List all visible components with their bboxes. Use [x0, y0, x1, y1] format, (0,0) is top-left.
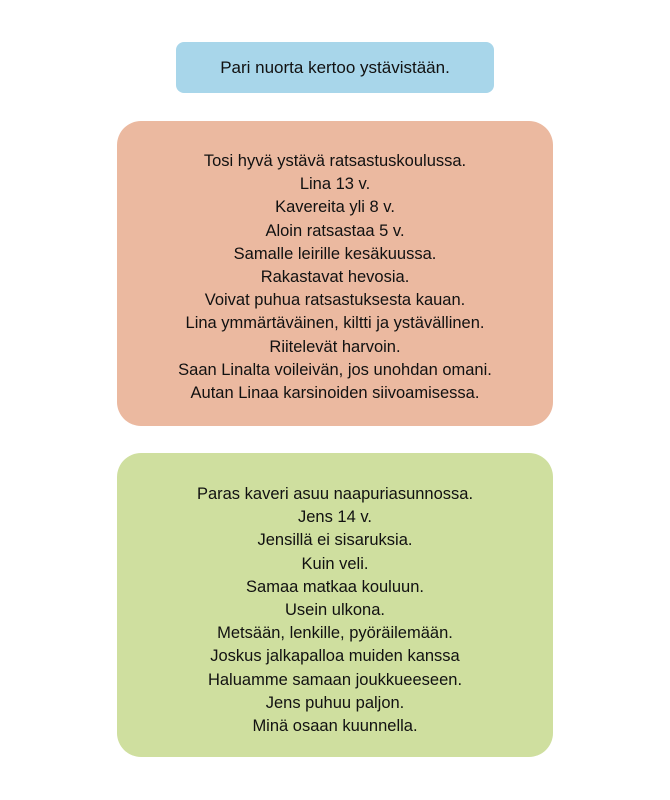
card-line: Aloin ratsastaa 5 v. — [265, 221, 405, 240]
friend-card-jens — [117, 453, 553, 757]
card-line: Usein ulkona. — [285, 601, 385, 620]
card-line: Jens puhuu paljon. — [265, 693, 405, 712]
card-line: Autan Linaa karsinoiden siivoamisessa. — [190, 384, 480, 403]
card-line: Saan Linalta voileivän, jos unohdan omani. — [178, 360, 492, 379]
card-line: Riitelevät harvoin. — [269, 337, 401, 356]
card-line: Samalle leirille kesäkuussa. — [233, 244, 437, 263]
card-line: Joskus jalkapalloa muiden kanssa — [210, 647, 460, 666]
card-line: Lina ymmärtäväinen, kiltti ja ystävällinen. — [185, 314, 485, 333]
title-box — [176, 42, 494, 93]
card-line: Voivat puhua ratsastuksesta kauan. — [204, 291, 466, 310]
card-line: Jens 14 v. — [298, 508, 372, 527]
friend-card-lina — [117, 121, 553, 426]
card-line: Kavereita yli 8 v. — [275, 198, 395, 217]
card-line: Minä osaan kuunnella. — [252, 717, 418, 736]
title-text: Pari nuorta kertoo ystävistään. — [220, 57, 450, 77]
card-line: Rakastavat hevosia. — [260, 268, 410, 287]
card-line: Lina 13 v. — [299, 175, 371, 194]
card-line: Jensillä ei sisaruksia. — [257, 531, 413, 550]
card-line: Paras kaveri asuu naapuriasunnossa. — [196, 485, 474, 503]
card-line: Samaa matkaa kouluun. — [246, 577, 424, 596]
card-line: Haluamme samaan joukkueeseen. — [207, 670, 463, 689]
card-line: Tosi hyvä ystävä ratsastuskoulussa. — [203, 152, 467, 170]
card-line: Metsään, lenkille, pyöräilemään. — [217, 624, 453, 643]
card-line: Kuin veli. — [301, 554, 369, 573]
